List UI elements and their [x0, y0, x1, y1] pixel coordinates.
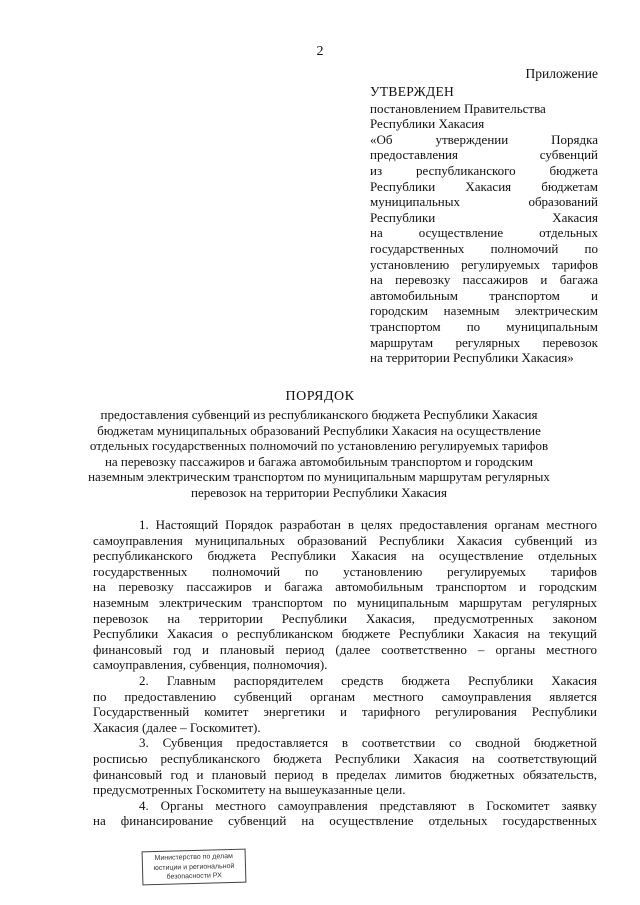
text-line: финансовый год и плановый период (далее соответственно – органы местного [93, 641, 597, 657]
approval-block [370, 84, 598, 366]
text-line: росписью республиканского бюджета Республики Хакасия на соответствующий [93, 750, 597, 766]
appendix-label: Приложение [525, 66, 598, 81]
text-line: Хакасия (далее – Госкомитет). [93, 719, 261, 735]
approval-line: автомобильным транспортом и [370, 287, 598, 303]
page-number: 2 [316, 44, 324, 59]
approval-line: маршрутам регулярных перевозок [370, 334, 598, 350]
stamp-line: юстиции и региональной [153, 862, 235, 872]
approval-line: Республики Хакасия бюджетам [370, 178, 598, 194]
approval-line: городским наземным электрическим [370, 303, 598, 319]
order-subtitle: предоставления субвенций из республиканского бюджета Республики Хакасия бюджетам муниципальных образований Республики Хакасия на осуществление отдельных государственных полномочий по установлению регулируемых тарифов на перевозку пассажиров и багажа автомобильным транспортом и городским наземным электрическим транспортом по муниципальным маршрутам регулярных перевозок на территории Республики Хакасия [88, 407, 550, 500]
approval-line: предоставления субвенций [370, 147, 598, 163]
text-line: предусмотренных Госкомитету на вышеуказанные цели. [93, 782, 406, 798]
text-line: Государственный комитет энергетики и тарифного регулирования Республики [93, 704, 597, 720]
text-line: 2. Главным распорядителем средств бюджета Республики Хакасия [139, 672, 597, 688]
text-line: перевозок на территории Республики Хакасия, предусмотренных законом [93, 610, 597, 626]
approval-line: на осуществление отдельных [370, 225, 598, 241]
paragraph-3 [93, 735, 597, 797]
text-line: самоуправления муниципальных образований Республики Хакасия субвенций из [93, 532, 597, 548]
text-line: на финансирование субвенций на осуществление отдельных государственных [93, 813, 597, 829]
text-line: 4. Органы местного самоуправления представляют в Госкомитет заявку [139, 797, 597, 813]
document-body [93, 517, 597, 829]
approval-line: на перевозку пассажиров и багажа [370, 272, 598, 288]
text-line: 3. Субвенция предоставляется в соответствии со сводной бюджетной [139, 735, 597, 751]
text-line: республиканского бюджета Республики Хакасия на осуществление отдельных [93, 548, 597, 564]
text-line: государственных полномочий по установлению регулируемых тарифов [93, 563, 597, 579]
approval-line: Республики Хакасия [370, 209, 598, 225]
order-heading: ПОРЯДОК [285, 389, 355, 404]
stamp-line: безопасности РХ [166, 872, 222, 881]
text-line: финансовый год и плановый период в пределах лимитов бюджетных обязательств, [93, 766, 597, 782]
paragraph-4 [93, 798, 597, 829]
approval-line: постановлением Правительства [370, 100, 546, 116]
text-line: самоуправления, субвенция, полномочия). [93, 657, 328, 673]
approval-line: транспортом по муниципальным [370, 318, 598, 334]
ministry-stamp [142, 849, 247, 886]
text-line: на перевозку пассажиров и багажа автомобильным транспортом и городским [93, 579, 597, 595]
approval-line: на территории Республики Хакасия» [370, 350, 574, 366]
approval-line: установлению регулируемых тарифов [370, 256, 598, 272]
paragraph-1 [93, 517, 597, 673]
stamp-line: Министерство по делам [154, 852, 233, 863]
text-line: 1. Настоящий Порядок разработан в целях предоставления органам местного [139, 517, 597, 532]
approved-label: УТВЕРЖДЕН [370, 84, 455, 99]
paragraph-2 [93, 673, 597, 735]
text-line: по предоставлению субвенций органам местного самоуправления является [93, 688, 597, 704]
approval-line: из республиканского бюджета [370, 162, 598, 178]
text-line: наземным электрическим транспортом по муниципальным маршрутам регулярных [93, 594, 597, 610]
approval-line: «Об утверждении Порядка [370, 131, 598, 147]
approval-line: Республики Хакасия [370, 116, 485, 132]
approval-line: государственных полномочий по [370, 240, 598, 256]
approval-line: муниципальных образований [370, 194, 598, 210]
text-line: Республики Хакасия о республиканском бюджете Республики Хакасия на текущий [93, 626, 597, 642]
